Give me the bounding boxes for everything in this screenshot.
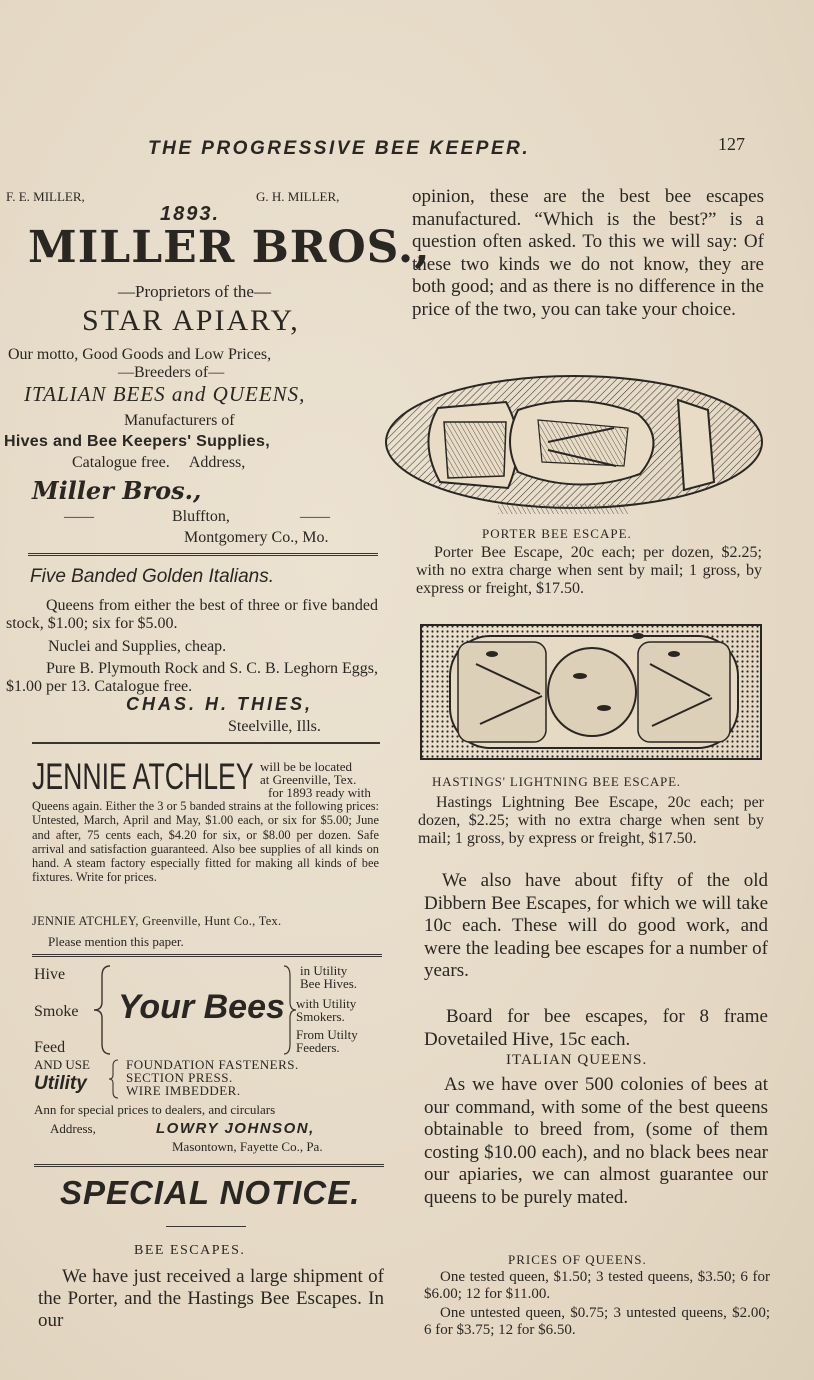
hastings-caption: HASTINGS' LIGHTNING BEE ESCAPE. (432, 774, 681, 789)
johnson-special: Ann for special prices to dealers, and circulars (34, 1102, 276, 1117)
divider (32, 742, 380, 744)
porter-caption: PORTER BEE ESCAPE. (482, 526, 632, 541)
johnson-u3: WIRE IMBEDDER. (126, 1083, 241, 1098)
miller-right-name: G. H. MILLER, (256, 189, 340, 204)
miller-motto: Our motto, Good Goods and Low Prices, (8, 346, 272, 363)
atchley-address: JENNIE ATCHLEY, Greenville, Hunt Co., Tex. (32, 914, 282, 928)
johnson-your-bees: Your Bees (118, 988, 285, 1026)
right-price-tested: One tested queen, $1.50; 3 tested queens, $3.50; 6 for $6.00; 12 for $11.00. (424, 1269, 770, 1302)
johnson-r2a: with Utility (296, 996, 357, 1011)
running-header: THE PROGRESSIVE BEE KEEPER. (148, 138, 531, 159)
miller-left-name: F. E. MILLER, (6, 189, 85, 204)
hastings-bee-escape-illustration (420, 624, 762, 760)
johnson-r3b: Feeders. (296, 1040, 340, 1055)
thies-name: CHAS. H. THIES, (126, 694, 314, 714)
right-dibbern: We also have about fifty of the old Dibbern Bee Escapes, for which we will take 10c each. These will do good work, and were the leading bee escapes for a number of years. (424, 870, 768, 981)
divider (34, 1164, 384, 1167)
miller-dash-left: —— (64, 509, 94, 525)
thies-line3: Pure B. Plymouth Rock and S. C. B. Leghorn Eggs, $1.00 per 13. Catalogue free. (6, 660, 378, 695)
johnson-hive: Hive (34, 966, 66, 983)
johnson-name: LOWRY JOHNSON, (156, 1120, 315, 1137)
johnson-u2: SECTION PRESS. (126, 1070, 233, 1085)
thies-line2: Nuclei and Supplies, cheap. (48, 638, 227, 655)
porter-text: Porter Bee Escape, 20c each; per dozen, $2.25; with no extra charge when sent by mail; 1 gross, by express or freight, $17.50. (416, 544, 762, 597)
atchley-mention: Please mention this paper. (48, 934, 184, 949)
right-prices-head: PRICES OF QUEENS. (508, 1252, 647, 1267)
porter-bee-escape-illustration (378, 370, 770, 522)
right-board: Board for bee escapes, for 8 frame Dovetailed Hive, 15c each. (424, 1006, 768, 1050)
thies-town: Steelville, Ills. (228, 718, 321, 735)
atchley-located-1: will be be located (260, 759, 353, 774)
notice-body: We have just received a large shipment of the Porter, and the Hastings Bee Escapes. In our (38, 1266, 384, 1331)
miller-hives: Hives and Bee Keepers' Supplies, (4, 433, 270, 450)
miller-town: Bluffton, (172, 508, 230, 525)
utility-brace-icon (108, 1058, 122, 1100)
notice-title: SPECIAL NOTICE. (60, 1174, 361, 1211)
johnson-r2b: Smokers. (296, 1009, 345, 1024)
johnson-u1: FOUNDATION FASTENERS. (126, 1057, 299, 1072)
atchley-located-2: at Greenville, Tex. (260, 772, 357, 787)
johnson-smoke: Smoke (34, 1003, 79, 1020)
divider (32, 954, 382, 957)
miller-county: Montgomery Co., Mo. (184, 529, 329, 546)
notice-subhead: BEE ESCAPES. (134, 1243, 246, 1258)
miller-catalogue: Catalogue free. Address, (72, 454, 246, 471)
right-price-untested: One untested queen, $0.75; 3 untested queens, $2.00; 6 for $3.75; 12 for $6.50. (424, 1305, 770, 1338)
miller-proprietors: —Proprietors of the— (118, 282, 271, 301)
johnson-r1b: Bee Hives. (300, 976, 358, 991)
miller-breeders: —Breeders of— (118, 364, 225, 381)
miller-signature: Miller Bros., (32, 476, 202, 505)
miller-year: 1893. (160, 203, 221, 225)
atchley-name: JENNIE ATCHLEY (32, 756, 254, 797)
johnson-r1a: in Utility (300, 963, 348, 978)
divider (28, 553, 378, 556)
hastings-text: Hastings Lightning Bee Escape, 20c each; per dozen, $2.25; with no extra charge when sent by mail; 1 gross, by express or freight, $17.50. (418, 794, 764, 847)
atchley-body: Queens again. Either the 3 or 5 banded strains at the following prices: Untested, March, April and May, $1.00 each, or six for $5.00; June and after, 75 cents each, $4.20 for six, or $8.00 per dozen. Safe arrival and satisfaction guaranteed. Also bee supplies of all kinds on hand. A steam factory especially fitted for making all kinds of bee fixtures. Write for prices. (32, 799, 379, 885)
page-number: 127 (718, 134, 745, 154)
miller-manufacturers: Manufacturers of (124, 412, 235, 429)
miller-dash-right: —— (300, 509, 330, 525)
miller-italian: ITALIAN BEES and QUEENS, (24, 382, 306, 406)
johnson-town: Masontown, Fayette Co., Pa. (172, 1139, 323, 1154)
thies-title: Five Banded Golden Italians. (30, 566, 274, 587)
thies-line1: Queens from either the best of three or five banded stock, $1.00; six for $5.00. (6, 597, 378, 632)
atchley-located-3: for 1893 ready with (268, 785, 371, 800)
johnson-feed: Feed (34, 1039, 66, 1056)
johnson-address-label: Address, (50, 1121, 96, 1136)
right-opinion: opinion, these are the best bee escapes manufactured. “Which is the best?” is a question often asked. To this we will say: Of these two kinds we do not know, they are both good; and as there is no difference in the price of the two, you can take your choice. (412, 186, 764, 320)
johnson-and-use: AND USE (34, 1057, 90, 1072)
miller-brand: MILLER BROS., (28, 222, 431, 273)
johnson-utility: Utility (34, 1073, 87, 1094)
johnson-r3a: From Utilty (296, 1027, 358, 1042)
miller-apiary: STAR APIARY, (82, 304, 300, 337)
right-queens-head: ITALIAN QUEENS. (506, 1052, 648, 1068)
right-queens-text: As we have over 500 colonies of bees at our command, with some of the best queens obtainable to breed from, (some of them costing $10.00 each), and no black bees near our apiaries, we can almost guarantee our queens to be purely mated. (424, 1074, 768, 1208)
divider (166, 1226, 246, 1227)
